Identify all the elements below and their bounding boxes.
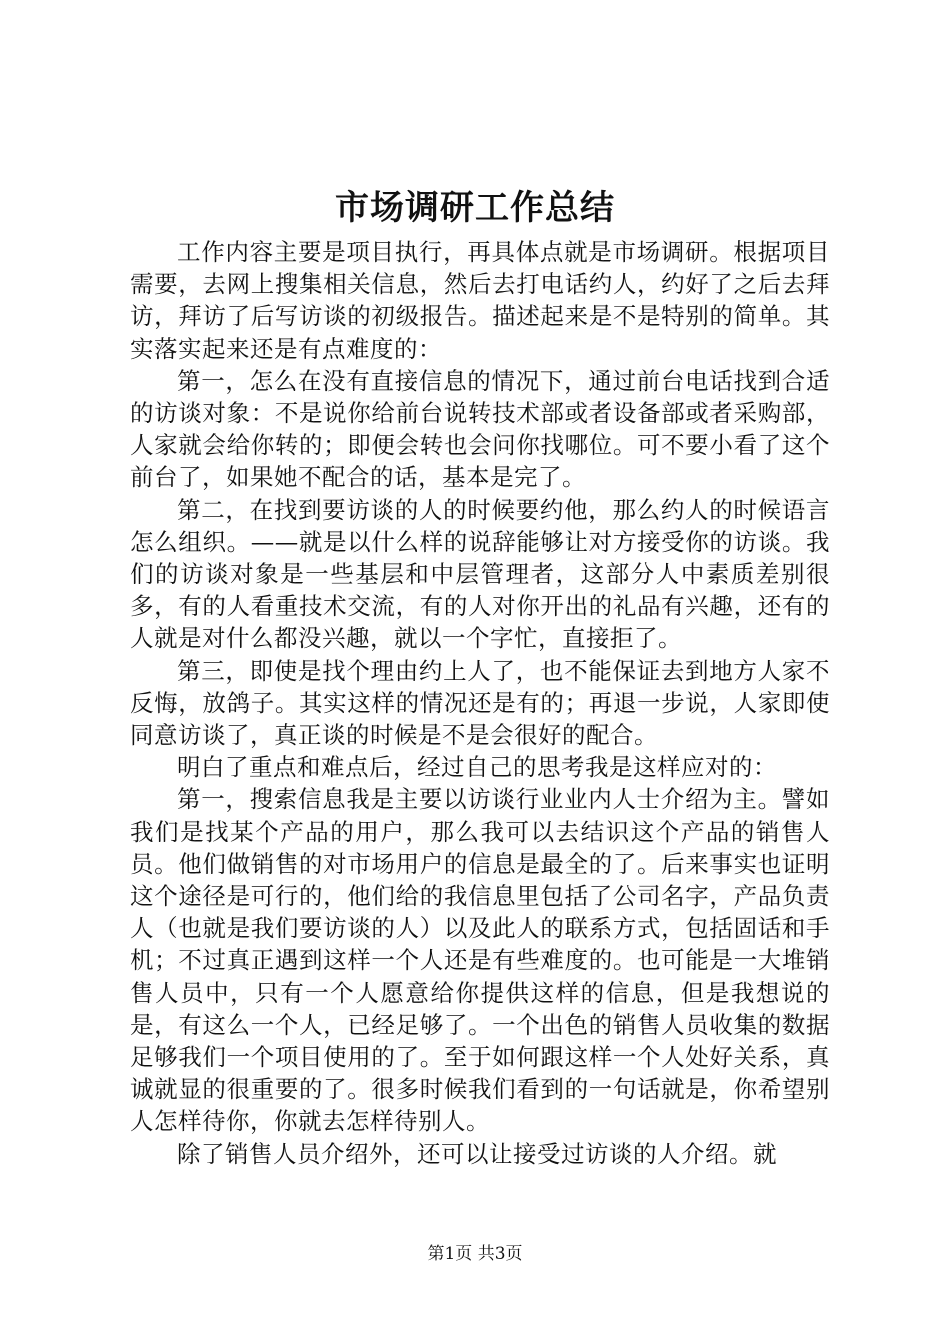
page-footer: 第1页 共3页 (427, 1244, 523, 1264)
paragraph-intro: 工作内容主要是项目执行，再具体点就是市场调研。根据项目需要，去网上搜集相关信息，然后去打电话约人，约好了之后去拜访，拜访了后写访谈的初级报告。描述起来是不是特别的简单。其实落实起来还是有点难度的： (130, 238, 830, 363)
paragraph-difficulty-3: 第三，即使是找个理由约上人了，也不能保证去到地方人家不反悔，放鸽子。其实这样的情况还是有的；再退一步说，人家即使同意访谈了，真正谈的时候是不是会很好的配合。 (130, 656, 830, 750)
paragraph-difficulty-1: 第一，怎么在没有直接信息的情况下，通过前台电话找到合适的访谈对象：不是说你给前台说转技术部或者设备部或者采购部，人家就会给你转的；即便会转也会问你找哪位。可不要小看了这个前台了，如果她不配合的话，基本是完了。 (130, 366, 830, 492)
paragraph-solution-1: 第一，搜索信息我是主要以访谈行业业内人士介绍为主。譬如我们是找某个产品的用户，那么我可以去结识这个产品的销售人员。他们做销售的对市场用户的信息是最全的了。后来事实也证明这个途径是可行的，他们给的我信息里包括了公司名字，产品负责人（也就是我们要访谈的人）以及此人的联系方式，包括固话和手机；不过真正遇到这样一个人还是有些难度的。也可能是一大堆销售人员中，只有一个人愿意给你提供这样的信息，但是我想说的是，有这么一个人，已经足够了。一个出色的销售人员收集的数据足够我们一个项目使用的了。至于如何跟这样一个人处好关系，真诚就显的很重要的了。很多时候我们看到的一句话就是，你希望别人怎样待你，你就去怎样待别人。 (130, 785, 830, 1136)
document-body (130, 236, 830, 1170)
paragraph-transition: 明白了重点和难点后，经过自己的思考我是这样应对的： (177, 753, 777, 782)
paragraph-solution-continued: 除了销售人员介绍外，还可以让接受过访谈的人介绍。就 (177, 1139, 777, 1168)
paragraph-difficulty-2: 第二，在找到要访谈的人的时候要约他，那么约人的时候语言怎么组织。——就是以什么样的说辞能够让对方接受你的访谈。我们的访谈对象是一些基层和中层管理者，这部分人中素质差别很多，有的人看重技术交流，有的人对你开出的礼品有兴趣，还有的人就是对什么都没兴趣，就以一个字忙，直接拒了。 (130, 495, 830, 653)
document-title: 市场调研工作总结 (335, 188, 615, 228)
